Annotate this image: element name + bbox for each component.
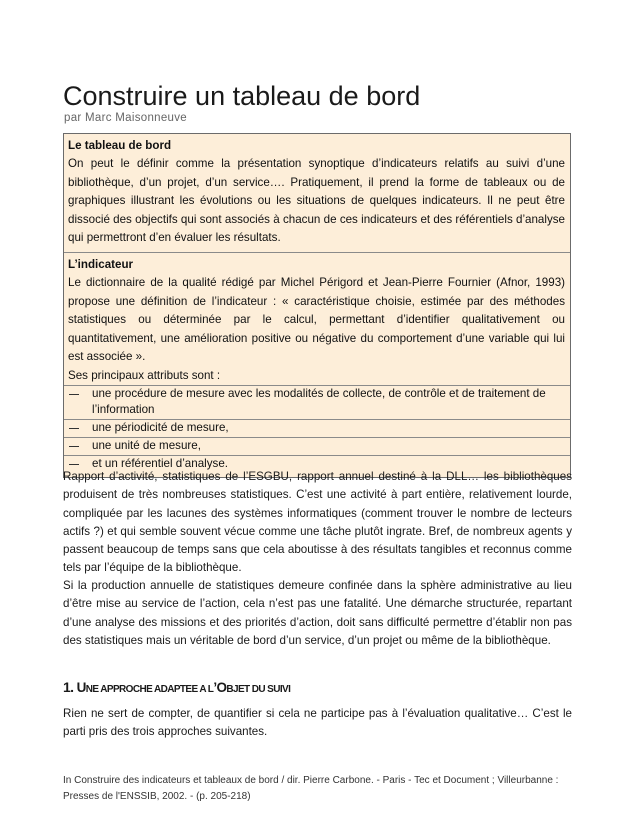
section-title-part: NE APPROCHE ADAPTEE A L [85, 684, 214, 695]
page-footer-citation: In Construire des indicateurs et tableaux de bord / dir. Pierre Carbone. - Paris - Tec et Document ; Villeurbanne : Presses de l'ENSSIB, 2002. - (p. 205-218) [63, 775, 559, 802]
box-heading: Le tableau de bord [68, 139, 172, 152]
attributes-list [64, 385, 570, 473]
section-title-initial: ’O [213, 680, 227, 695]
box-section-tableau [64, 134, 570, 252]
attribute-item: une unité de mesure, [64, 437, 570, 455]
section-number: 1. [63, 679, 74, 695]
section-title-part: BJET DU SUIVI [226, 684, 291, 695]
document-author: par Marc Maisonneuve [64, 112, 187, 124]
box-paragraph: On peut le définir comme la présentation synoptique d’indicateurs relatifs au suivi d’une bibliothèque, d’un projet, d’un service…. Pratiquement, il prend la forme de tableaux ou de graphiques illustrant les évolutions ou les situations de quelques indicateurs. Il ne peut être dissocié des objectifs qui sont associés à chacun de ces indicateurs et des référentiels d’analyse qui permettront d’en évaluer les résultats. [68, 157, 565, 245]
box-heading: L’indicateur [68, 257, 134, 271]
attribute-item: une procédure de mesure avec les modalités de collecte, de contrôle et de traitement de l’information [64, 385, 570, 420]
body-paragraph: Rapport d’activité, statistiques de l’ESGBU, rapport annuel destiné à la DLL… les bibliothèques produisent de très nombreuses statistiques. C’est une activité à part entière, relativement lourde, compliquée par les lacunes des systèmes informatiques (comment trouver le nombre de lecteurs actifs ?) et qui semble souvent vécue comme une tâche plutôt ingrate. Bref, de nombreux agents y passent beaucoup de temps sans que cela aboutisse à des résultats tangibles et reconnus comme tels par l’équipe de la bibliothèque. [63, 470, 572, 575]
section-title-initial: U [76, 680, 86, 695]
box-paragraph: Le dictionnaire de la qualité rédigé par Michel Périgord et Jean-Pierre Fournier (Afnor, 1993) propose une définition de l’indicateur : « caractéristique choisie, estimée par des méthodes statistiques ou déterminée par le calcul, permettant d’identifier qualitativement ou quantitativement, une amélioration positive ou négative du comportement d’une variable qui lui est associée ». [68, 275, 565, 364]
attribute-item: et un référentiel d’analyse. [64, 455, 570, 473]
body-paragraph: Si la production annuelle de statistiques demeure confinée dans la sphère administrative au lieu d’être mise au service de l’action, cela n’est pas une fatalité. Une démarche structurée, repartant d’une analyse des missions et des priorités d’action, doit sans difficulté permettre d’établir non pas des statistiques mais un véritable de bord d’un service, d’un projet ou même de la bibliothèque. [63, 579, 572, 647]
body-paragraph: Rien ne sert de compter, de quantifier si cela ne participe pas à l’évaluation qualitative… C’est le parti pris des trois approches suivantes. [63, 707, 572, 739]
definition-box [63, 133, 571, 478]
box-section-indicateur [64, 252, 570, 477]
document-title: Construire un tableau de bord [63, 81, 421, 111]
attribute-item: une périodicité de mesure, [64, 419, 570, 437]
section-heading [63, 679, 290, 695]
attributes-intro: Ses principaux attributs sont : [68, 368, 221, 382]
